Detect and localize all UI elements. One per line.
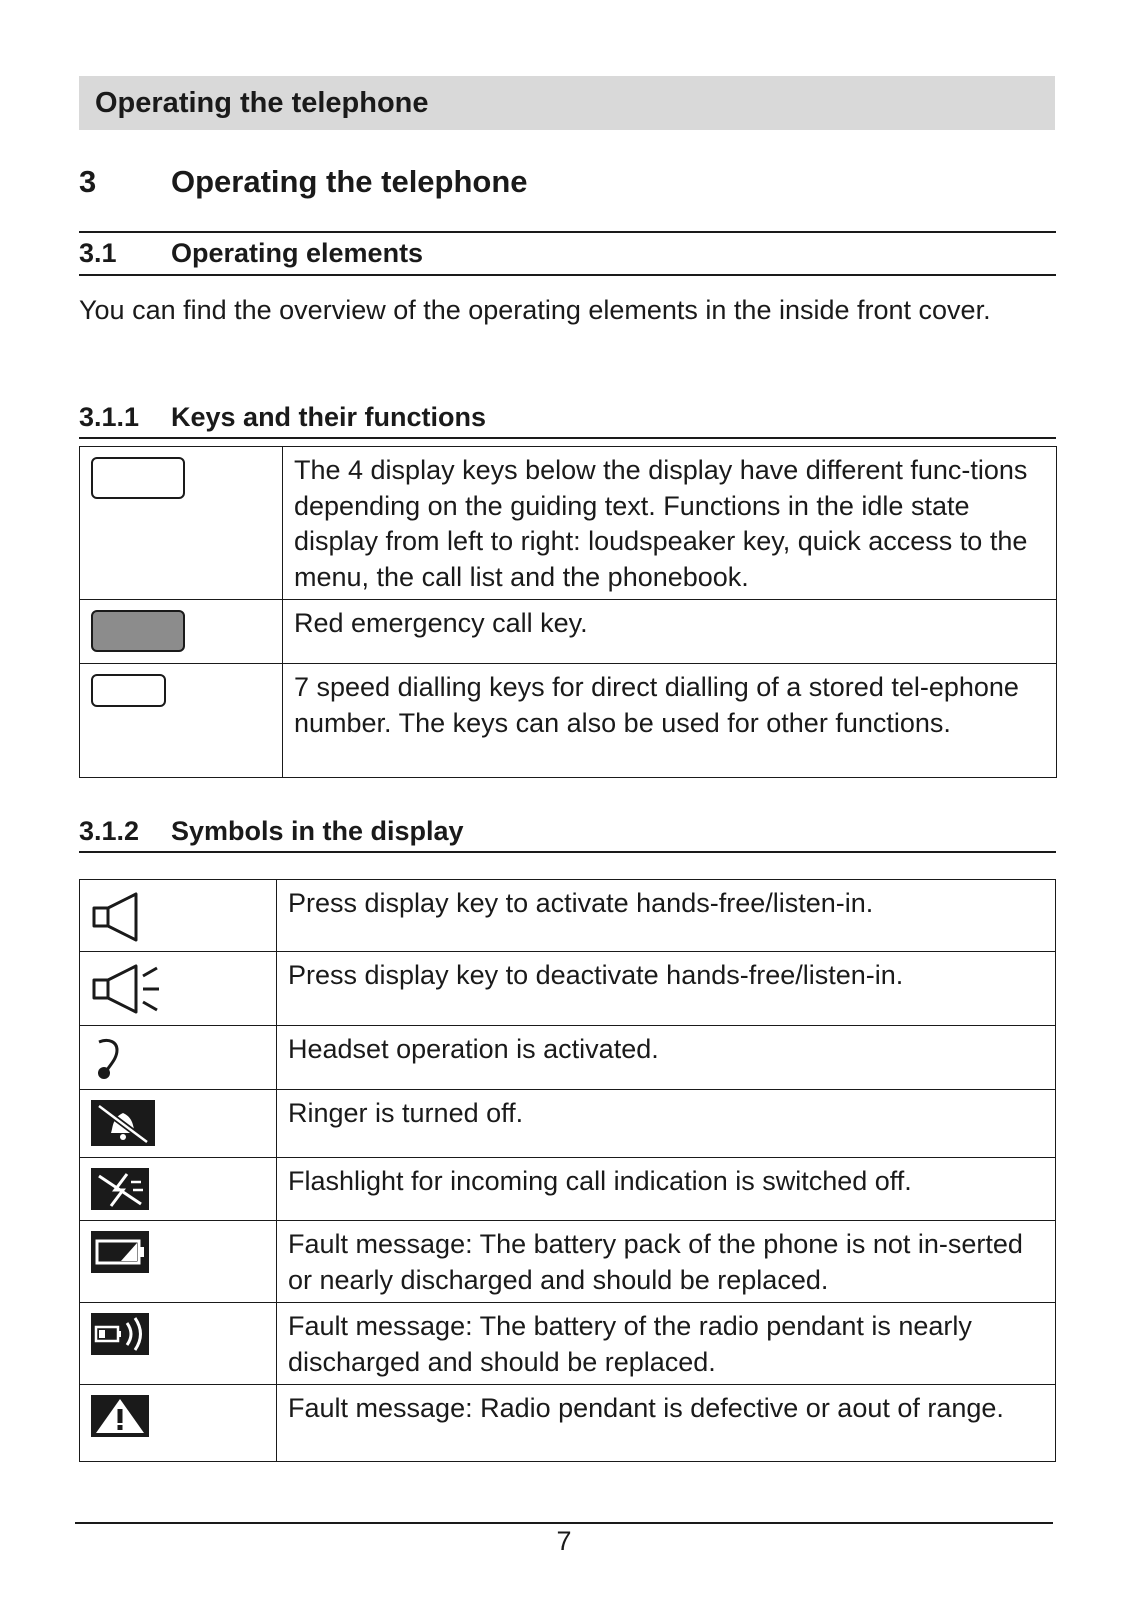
display-key-icon <box>91 457 185 499</box>
intro-paragraph: You can find the overview of the operating elements in the inside front cover. <box>79 295 991 325</box>
table-row <box>80 1090 1056 1158</box>
table-row <box>80 664 1057 778</box>
table-row <box>80 1303 1056 1385</box>
subsection-number: 3.1.1 <box>79 402 140 432</box>
section-heading <box>79 238 423 269</box>
table-row <box>80 1385 1056 1462</box>
row-text: Fault message: The battery pack of the phone is not in-serted or nearly discharged and should be replaced. <box>277 1221 1056 1303</box>
row-text: Press display key to deactivate hands-free/listen-in. <box>277 952 1056 1026</box>
row-text: Press display key to activate hands-free/listen-in. <box>277 880 1056 952</box>
table-row <box>80 880 1056 952</box>
row-text: Flashlight for incoming call indication is switched off. <box>277 1158 1056 1221</box>
chapter-heading <box>79 164 528 200</box>
table-row <box>80 1221 1056 1303</box>
divider <box>79 851 1056 853</box>
table-row <box>80 447 1057 600</box>
row-text: Headset operation is activated. <box>277 1026 1056 1090</box>
section-title: Operating elements <box>171 238 424 268</box>
row-text: 7 speed dialling keys for direct dialling of a stored tel-ephone number. The keys can also be used for other functions. <box>283 664 1057 778</box>
table-row <box>80 600 1057 664</box>
row-text: Fault message: The battery of the radio pendant is nearly discharged and should be replaced. <box>277 1303 1056 1385</box>
symbols-table <box>79 879 1056 1462</box>
divider <box>79 231 1056 233</box>
pendant-battery-icon <box>91 1313 149 1355</box>
flashlight-off-icon <box>91 1168 149 1210</box>
emergency-key-icon <box>91 610 185 652</box>
page-number: 7 <box>556 1526 572 1556</box>
table-row <box>80 1158 1056 1221</box>
subsection-heading <box>79 402 486 433</box>
section-number: 3.1 <box>79 238 117 268</box>
row-text: Ringer is turned off. <box>277 1090 1056 1158</box>
divider <box>79 437 1056 439</box>
footer-divider <box>75 1522 1053 1524</box>
row-text: Red emergency call key. <box>283 600 1057 664</box>
ringer-off-icon <box>91 1100 155 1146</box>
subsection-title: Keys and their functions <box>171 402 487 432</box>
chapter-number: 3 <box>79 164 97 199</box>
row-text: Fault message: Radio pendant is defective or aout of range. <box>277 1385 1056 1462</box>
subsection-number: 3.1.2 <box>79 816 140 846</box>
table-row <box>80 952 1056 1026</box>
subsection-heading <box>79 816 464 847</box>
speed-dial-key-icon <box>91 674 166 707</box>
battery-low-icon <box>91 1231 149 1273</box>
keys-table <box>79 446 1057 778</box>
subsection-title: Symbols in the display <box>171 816 464 846</box>
table-row <box>80 1026 1056 1090</box>
warning-icon <box>91 1395 149 1437</box>
headset-icon <box>91 1036 131 1082</box>
running-header: Operating the telephone <box>79 76 1055 130</box>
speaker-active-icon <box>91 962 163 1018</box>
row-text: The 4 display keys below the display have different func-tions depending on the guiding text. Functions in the idle state display from left to right: loudspeaker key, quick access to the menu, the call list and the phonebook. <box>283 447 1057 600</box>
divider <box>79 274 1056 276</box>
speaker-icon <box>91 890 151 944</box>
chapter-title: Operating the telephone <box>171 164 528 199</box>
